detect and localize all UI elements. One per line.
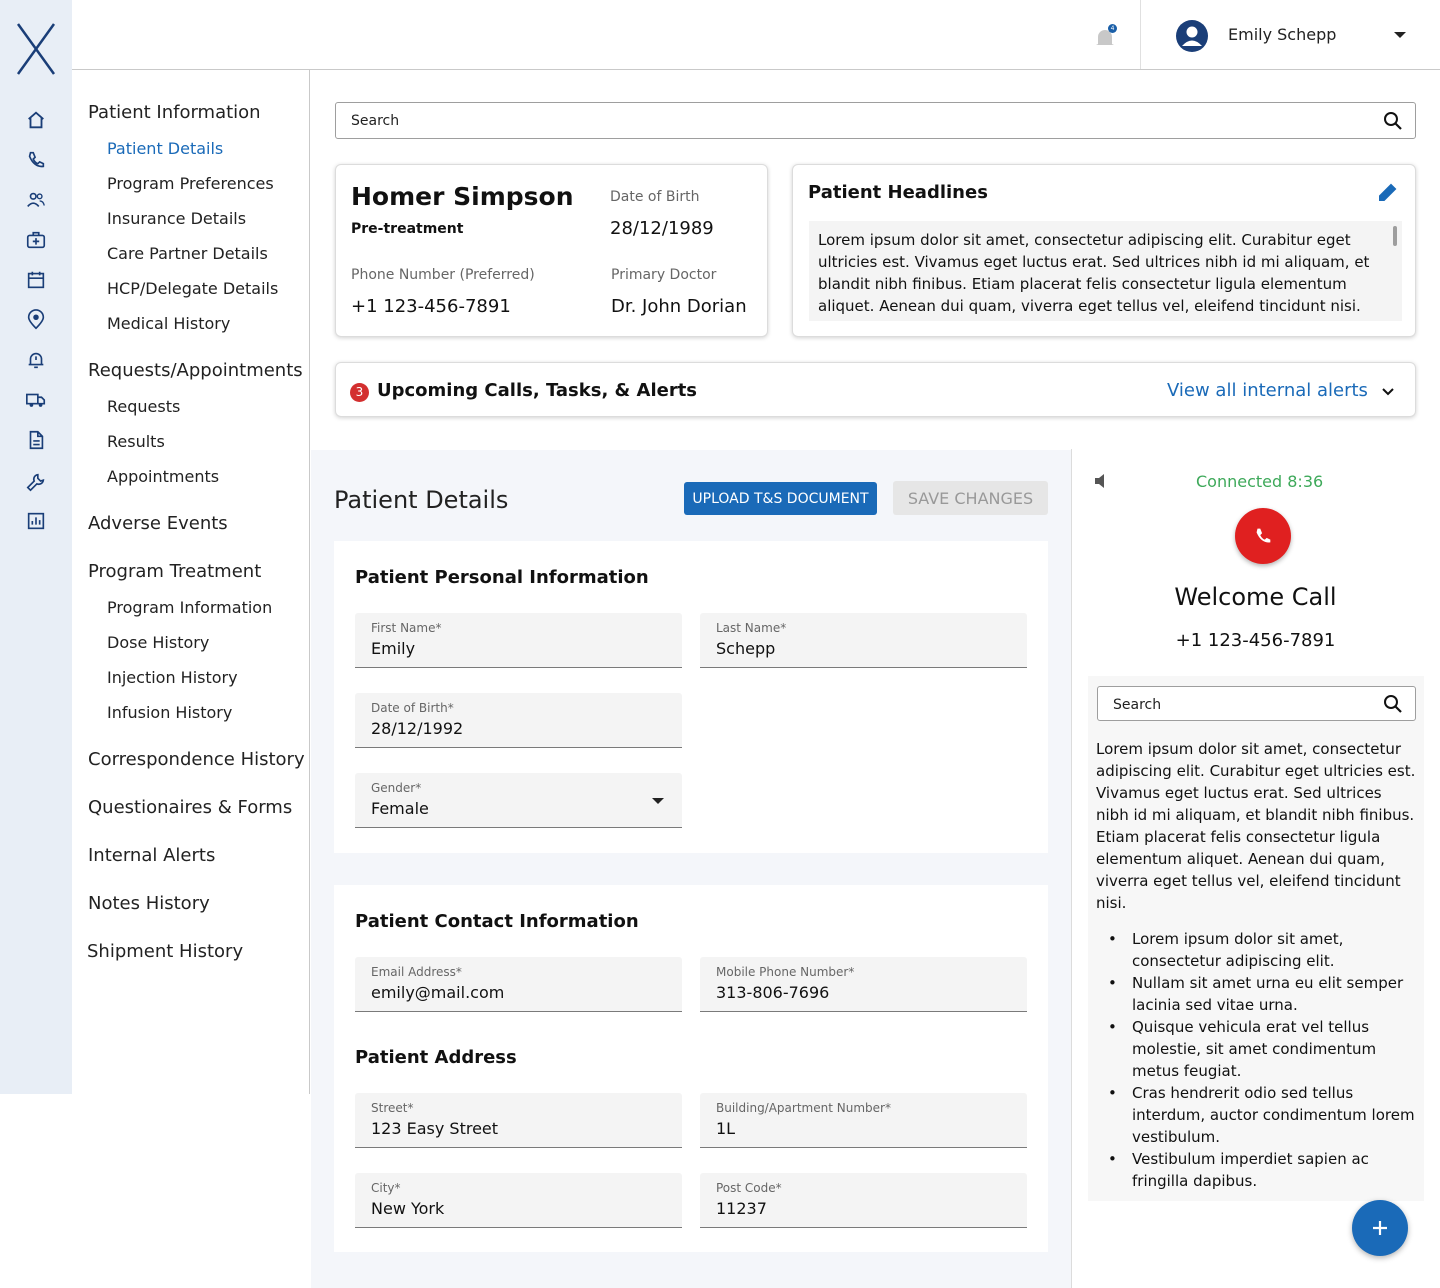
field-value: Female xyxy=(371,799,429,818)
field-label: Street* xyxy=(371,1101,414,1115)
nav-item-appointments[interactable]: Appointments xyxy=(107,467,220,486)
address-heading: Patient Address xyxy=(355,1047,517,1068)
alert-bell-icon[interactable] xyxy=(24,348,48,372)
contact-info-card xyxy=(334,885,1048,1252)
field-value: 123 Easy Street xyxy=(371,1119,499,1138)
phone-value: +1 123-456-7891 xyxy=(351,296,511,317)
phone-hangup-icon xyxy=(1252,525,1274,547)
view-all-alerts-link[interactable]: View all internal alerts xyxy=(1167,380,1368,401)
chart-icon[interactable] xyxy=(24,509,48,533)
field-label: Gender* xyxy=(371,781,422,795)
user-avatar-icon[interactable] xyxy=(1175,19,1209,53)
hang-up-button[interactable] xyxy=(1235,508,1291,564)
nav-section-internal-alerts[interactable]: Internal Alerts xyxy=(88,845,216,866)
field-value: New York xyxy=(371,1199,445,1218)
logo-icon[interactable] xyxy=(12,20,60,78)
nav-section-requests-appointments[interactable]: Requests/Appointments xyxy=(88,360,303,381)
personal-info-card xyxy=(334,541,1048,853)
field-label: Email Address* xyxy=(371,965,462,979)
city-field[interactable] xyxy=(355,1173,682,1228)
field-label: City* xyxy=(371,1181,401,1195)
home-icon[interactable] xyxy=(24,108,48,132)
nav-item-requests[interactable]: Requests xyxy=(107,397,181,416)
nav-item-injection-history[interactable]: Injection History xyxy=(107,668,238,687)
headlines-text: Lorem ipsum dolor sit amet, consectetur adipiscing elit. Curabitur eget ultricies est. Vivamus eget luctus erat. Sed ultrices nibh id mi aliquam, et blandit nibh finibus. Etiam placerat felis consectetur ligula elementum aliquet. Aenean dui quam, viverra eget tellus vel, eleifend tincidunt nisi. xyxy=(818,231,1370,315)
nav-item-program-information[interactable]: Program Information xyxy=(107,598,273,617)
field-label: Mobile Phone Number* xyxy=(716,965,855,979)
topbar-divider xyxy=(1140,0,1141,69)
nav-item-results[interactable]: Results xyxy=(107,432,165,451)
alerts-title: Upcoming Calls, Tasks, & Alerts xyxy=(377,380,698,401)
chevron-down-icon[interactable] xyxy=(1379,383,1397,401)
nav-section-patient-information[interactable]: Patient Information xyxy=(88,102,261,123)
personal-info-heading: Patient Personal Information xyxy=(355,567,649,588)
first-name-field[interactable] xyxy=(355,613,682,668)
doctor-value: Dr. John Dorian xyxy=(611,296,747,317)
notification-count-badge: 4 xyxy=(1108,24,1117,33)
medical-bag-icon[interactable] xyxy=(24,228,48,252)
list-item: • Nullam sit amet urna eu elit semper lacinia sed vitae urna. xyxy=(1096,972,1418,1016)
list-item: • Lorem ipsum dolor sit amet, consectetur adipiscing elit. xyxy=(1096,928,1418,972)
field-value: 1L xyxy=(716,1119,736,1138)
nav-section-notes-history[interactable]: Notes History xyxy=(88,893,210,914)
patient-status: Pre-treatment xyxy=(351,221,464,237)
gender-select[interactable] xyxy=(355,773,682,828)
field-label: Building/Apartment Number* xyxy=(716,1101,891,1115)
call-status: Connected 8:36 xyxy=(1196,472,1324,491)
icon-rail xyxy=(0,0,72,1094)
doctor-label: Primary Doctor xyxy=(611,267,717,283)
call-title: Welcome Call xyxy=(1174,583,1337,611)
list-item: • Quisque vehicula erat vel tellus molestie, sit amet condimentum metus feugiat. xyxy=(1096,1016,1418,1082)
nav-section-program-treatment[interactable]: Program Treatment xyxy=(88,561,262,582)
add-button[interactable] xyxy=(1352,1200,1408,1256)
nav-section-shipment-history[interactable]: Shipment History xyxy=(87,941,244,962)
dropdown-caret-icon[interactable] xyxy=(652,798,664,804)
document-icon[interactable] xyxy=(24,428,48,452)
nav-item-hcp-delegate-details[interactable]: HCP/Delegate Details xyxy=(107,279,279,298)
street-field[interactable] xyxy=(355,1093,682,1148)
field-label: Date of Birth* xyxy=(371,701,454,715)
call-script-list xyxy=(1096,928,1418,1192)
search-placeholder: Search xyxy=(1113,697,1162,713)
mobile-phone-field[interactable] xyxy=(700,957,1027,1012)
field-value: emily@mail.com xyxy=(371,983,505,1002)
headlines-title: Patient Headlines xyxy=(808,182,988,203)
email-field[interactable] xyxy=(355,957,682,1012)
user-name[interactable]: Emily Schepp xyxy=(1228,25,1337,44)
sub-navigation xyxy=(72,70,310,1094)
alert-count-badge: 3 xyxy=(350,383,369,402)
nav-item-medical-history[interactable]: Medical History xyxy=(107,314,231,333)
alerts-bar[interactable] xyxy=(335,362,1416,417)
patient-summary-card xyxy=(335,164,768,337)
nav-section-adverse-events[interactable]: Adverse Events xyxy=(88,513,228,534)
list-item: • Vestibulum imperdiet sapien ac fringilla dapibus. xyxy=(1096,1148,1418,1192)
nav-item-patient-details[interactable]: Patient Details xyxy=(107,139,224,158)
edit-pencil-icon[interactable] xyxy=(1377,181,1399,203)
phone-label: Phone Number (Preferred) xyxy=(351,267,535,283)
call-script-text: Lorem ipsum dolor sit amet, consectetur adipiscing elit. Curabitur eget ultricies est. Vivamus eget luctus erat. Sed ultrices nibh id mi aliquam, et blandit nibh finibus. Etiam placerat felis consectetur ligula elementum aliquet. Aenean dui quam, viverra eget tellus vel, eleifend tincidunt nisi. xyxy=(1096,740,1416,912)
nav-item-infusion-history[interactable]: Infusion History xyxy=(107,703,233,722)
patient-name: Homer Simpson xyxy=(351,182,574,211)
nav-item-insurance-details[interactable]: Insurance Details xyxy=(107,209,247,228)
truck-icon[interactable] xyxy=(24,388,48,412)
phone-icon[interactable] xyxy=(24,148,48,172)
field-value: Schepp xyxy=(716,639,776,658)
search-icon[interactable] xyxy=(1383,694,1403,714)
field-value: 11237 xyxy=(716,1199,767,1218)
field-value: Emily xyxy=(371,639,416,658)
building-number-field[interactable] xyxy=(700,1093,1027,1148)
list-item: • Cras hendrerit odio sed tellus interdum, auctor condimentum lorem vestibulum. xyxy=(1096,1082,1418,1148)
location-icon[interactable] xyxy=(24,308,48,332)
field-label: Post Code* xyxy=(716,1181,782,1195)
patient-details-title: Patient Details xyxy=(334,486,509,514)
nav-section-correspondence-history[interactable]: Correspondence History xyxy=(88,749,305,770)
nav-item-dose-history[interactable]: Dose History xyxy=(107,633,210,652)
field-label: First Name* xyxy=(371,621,442,635)
upload-document-button[interactable]: UPLOAD T&S DOCUMENT xyxy=(684,482,877,515)
call-phone-number: +1 123-456-7891 xyxy=(1175,630,1336,651)
people-icon[interactable] xyxy=(24,188,48,212)
wrench-icon[interactable] xyxy=(24,470,48,494)
headlines-scrollbar[interactable] xyxy=(1393,226,1397,246)
patient-search-input[interactable] xyxy=(335,102,1416,139)
plus-icon xyxy=(1370,1218,1390,1238)
nav-item-program-preferences[interactable]: Program Preferences xyxy=(107,174,274,193)
speaker-icon[interactable] xyxy=(1093,472,1109,490)
post-code-field[interactable] xyxy=(700,1173,1027,1228)
headlines-text-box[interactable] xyxy=(809,221,1402,321)
field-value: 313-806-7696 xyxy=(716,983,830,1002)
save-changes-button[interactable]: SAVE CHANGES xyxy=(893,481,1048,515)
search-placeholder: Search xyxy=(351,113,400,129)
dob-value: 28/12/1989 xyxy=(610,218,714,239)
date-of-birth-field[interactable] xyxy=(355,693,682,748)
dob-label: Date of Birth xyxy=(610,189,700,205)
search-icon[interactable] xyxy=(1383,111,1403,131)
field-label: Last Name* xyxy=(716,621,787,635)
field-value: 28/12/1992 xyxy=(371,719,464,738)
nav-section-questionaires-forms[interactable]: Questionaires & Forms xyxy=(88,797,293,818)
user-menu-caret-icon[interactable] xyxy=(1394,32,1406,38)
calendar-icon[interactable] xyxy=(24,268,48,292)
contact-info-heading: Patient Contact Information xyxy=(355,911,639,932)
last-name-field[interactable] xyxy=(700,613,1027,668)
patient-headlines-card xyxy=(792,164,1416,337)
nav-item-care-partner-details[interactable]: Care Partner Details xyxy=(107,244,268,263)
call-search-input[interactable] xyxy=(1097,686,1416,721)
